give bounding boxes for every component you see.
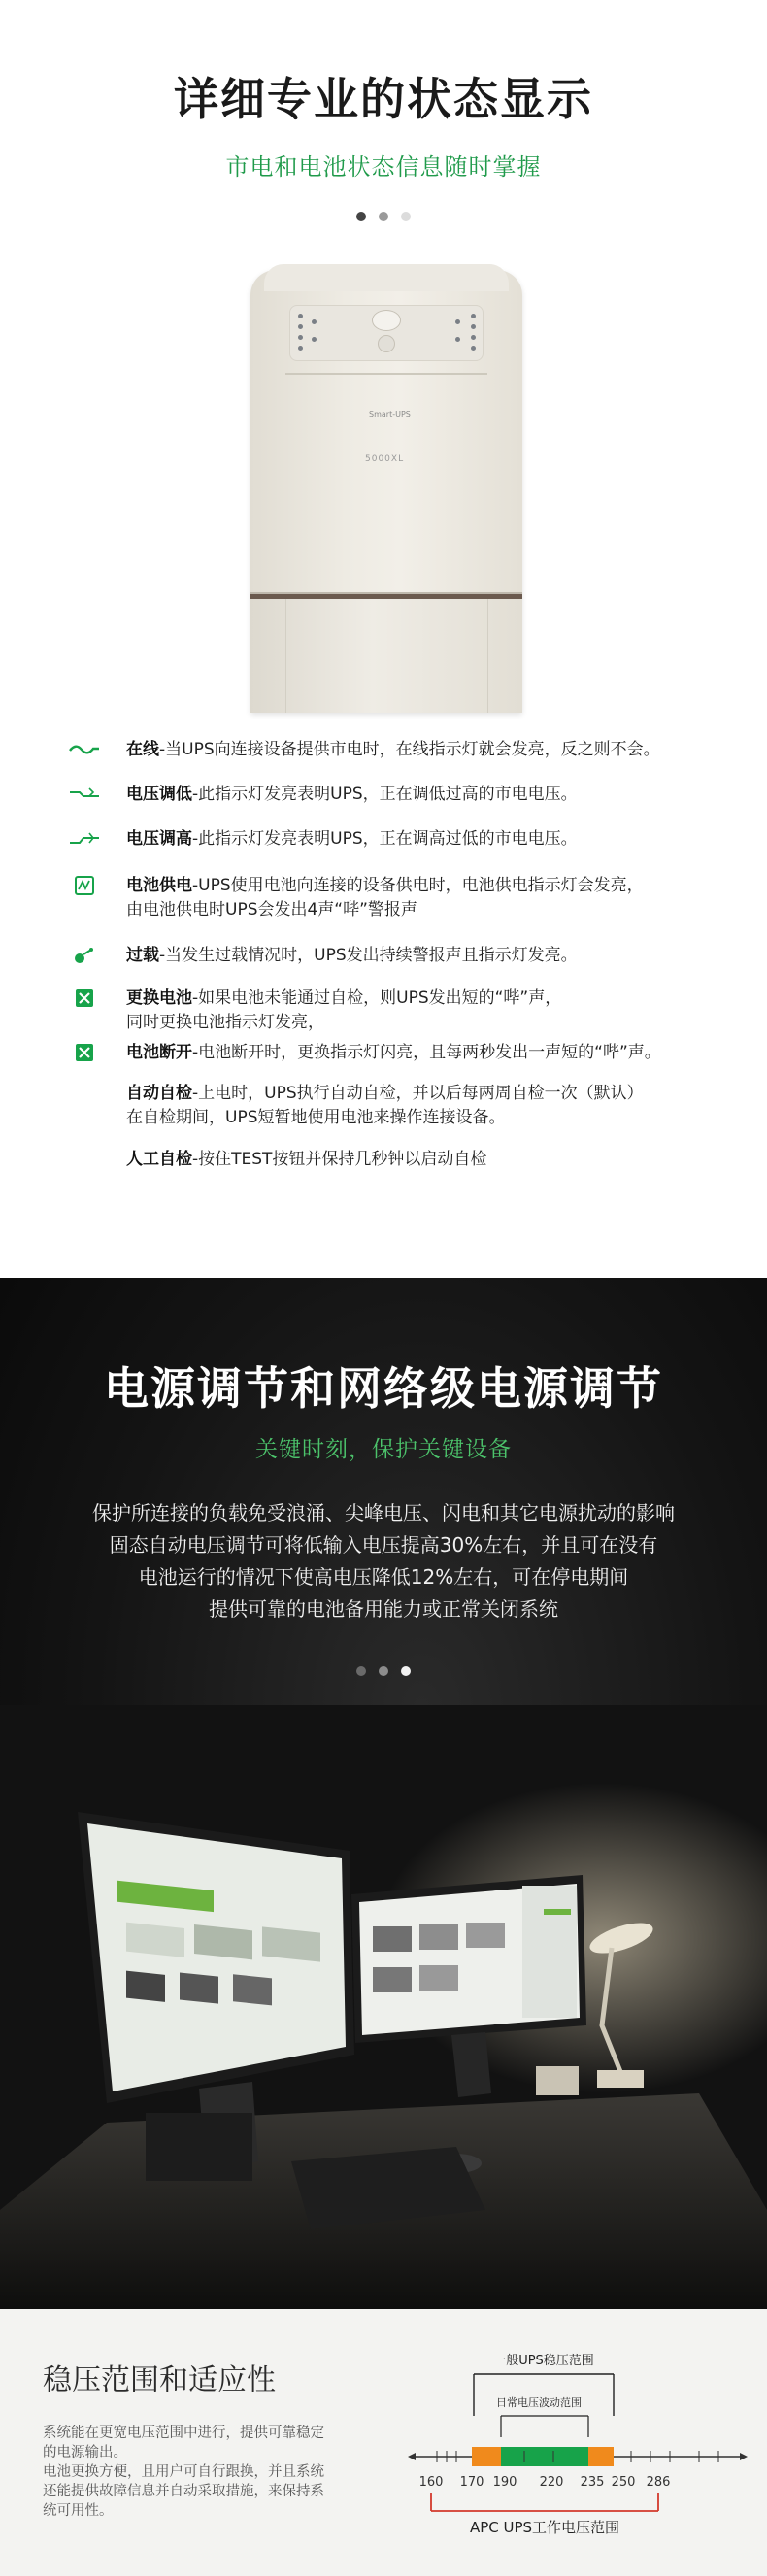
feature-item-manual-self-test: 人工自检-按住TEST按钮并保持几秒钟以启动自检 <box>126 1150 487 1169</box>
voltage-range-diagram <box>408 2348 748 2561</box>
section-title: 详细专业的状态显示 <box>174 73 593 125</box>
replace-battery-icon <box>68 988 101 1008</box>
section-description: 保护所连接的负载免受浪涌、尖峰电压、闪电和其它电源扰动的影响 固态自动电压调节可将低输入电压提高30%左右，并且可在没有 电池运行的情况下使高电压降低12%左右，可在停电期间 提供可靠的电池备用能力或正常关闭系统 <box>92 1501 675 1621</box>
range-bar-green <box>501 2447 588 2466</box>
carousel-dots <box>0 1666 767 1676</box>
carousel-dot-1[interactable] <box>356 1666 366 1676</box>
feature-item-battery-disconnect: 电池断开-电池断开时，更换指示灯闪亮，且每两秒发出一声短的“哔”声。 <box>64 1041 661 1065</box>
voltage-range-section <box>0 2309 767 2576</box>
voltage-high-icon <box>68 829 101 849</box>
tick-220: 220 <box>539 2475 564 2490</box>
battery-power-icon <box>68 876 101 895</box>
carousel-dot-3[interactable] <box>401 212 411 221</box>
online-wave-icon <box>68 740 101 759</box>
tick-286: 286 <box>646 2475 671 2490</box>
carousel-dot-3[interactable] <box>401 1666 411 1676</box>
section-subtitle: 关键时刻，保护关键设备 <box>255 1437 512 1462</box>
section-title: 电源调节和网络级电源调节 <box>104 1362 663 1415</box>
daily-fluctuation-label: 日常电压波动范围 <box>496 2396 582 2409</box>
apc-ups-range-label: APC UPS工作电压范围 <box>469 2519 620 2536</box>
voltage-low-icon <box>68 785 101 804</box>
carousel-dot-2[interactable] <box>379 1666 388 1676</box>
ups-model-label: 5000XL <box>365 454 405 464</box>
status-display-section <box>0 0 767 1278</box>
test-button[interactable] <box>378 335 395 352</box>
ups-control-panel <box>289 305 484 361</box>
feature-item-overload: 过载-当发生过载情况时，UPS发出持续警报声且指示灯发亮。 <box>64 944 578 968</box>
overload-icon <box>68 946 101 965</box>
power-button[interactable] <box>372 310 401 331</box>
carousel-dot-1[interactable] <box>356 212 366 221</box>
feature-item-voltage-low: 电压调低-此指示灯发亮表明UPS，正在调低过高的市电电压。 <box>64 783 578 807</box>
general-ups-range-label: 一般UPS稳压范围 <box>493 2354 594 2368</box>
tick-190: 190 <box>492 2475 517 2490</box>
range-bar-orange-left <box>472 2447 501 2466</box>
feature-item-battery-power: 电池供电-UPS使用电池向连接的设备供电时，电池供电指示灯会发亮， 由电池供电时UPS会发出4声“哔”警报声 <box>64 874 644 922</box>
ups-product-image <box>250 264 522 713</box>
section-title: 稳压范围和适应性 <box>43 2363 276 2397</box>
section-subtitle: 市电和电池状态信息随时掌握 <box>225 153 542 181</box>
tick-170: 170 <box>459 2475 484 2490</box>
section-description: 系统能在更宽电压范围中进行，提供可靠稳定 的电源输出。 电池更换方便，且用户可自行跟换，并且系统 还能提供故障信息并自动采取措施，来保持系 统可用性。 <box>43 2425 324 2519</box>
power-conditioning-section <box>0 1278 767 2309</box>
ups-brand-label: Smart-UPS <box>369 410 411 418</box>
carousel-dots <box>0 212 767 221</box>
carousel-dot-2[interactable] <box>379 212 388 221</box>
tick-160: 160 <box>418 2475 444 2490</box>
battery-disconnect-icon <box>68 1043 101 1062</box>
feature-item-voltage-high: 电压调高-此指示灯发亮表明UPS，正在调高过低的市电电压。 <box>64 827 578 852</box>
range-bar-orange-right <box>588 2447 614 2466</box>
tick-235: 235 <box>580 2475 605 2490</box>
feature-item-online: 在线-当UPS向连接设备提供市电时，在线指示灯就会发亮，反之则不会。 <box>64 738 660 762</box>
feature-item-auto-self-test: 自动自检-上电时，UPS执行自动自检，并以后每两周自检一次（默认） 在自检期间，UPS短暂地使用电池来操作连接设备。 <box>126 1084 644 1127</box>
feature-item-replace-battery: 更换电池-如果电池未能通过自检，则UPS发出短的“哔”声， 同时更换电池指示灯发亮， <box>64 987 561 1035</box>
tick-250: 250 <box>611 2475 636 2490</box>
desk-monitors-photo <box>0 1705 767 2309</box>
